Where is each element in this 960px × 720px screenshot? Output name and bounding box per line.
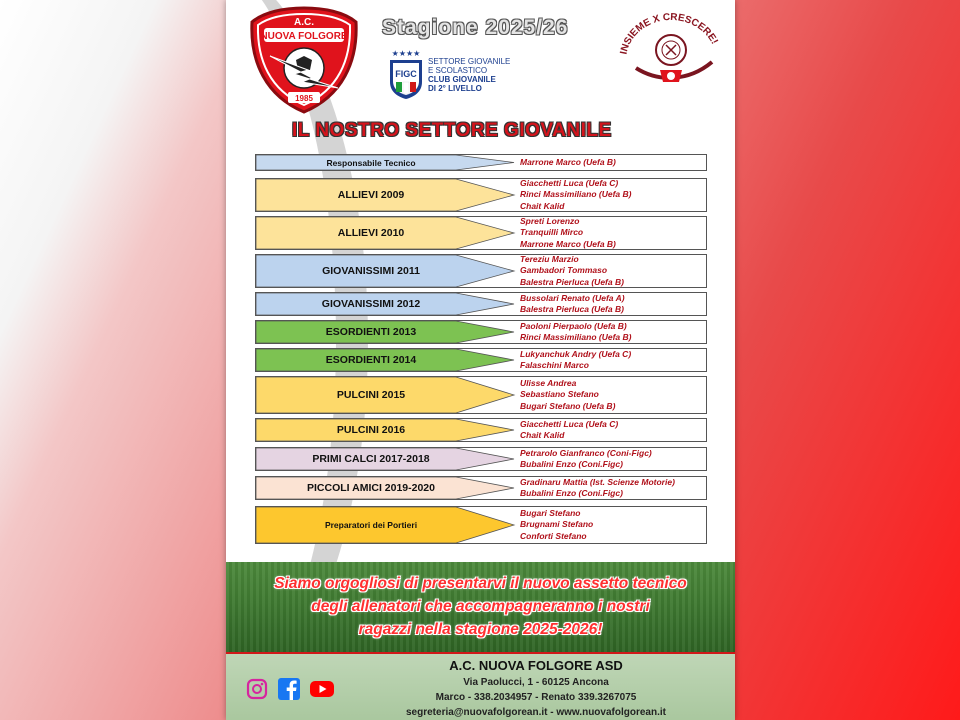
figc-logo-text: FIGC (395, 69, 417, 79)
coach-name: Bubalini Enzo (Coni.Figc) (520, 488, 623, 498)
coach-name: Bugari Stefano (520, 507, 581, 518)
staff-row (255, 254, 707, 288)
coach-name: Brugnami Stefano (520, 519, 594, 530)
team-label: ALLIEVI 2009 (337, 189, 405, 201)
coach-name: Gambadori Tommaso (520, 265, 608, 276)
coach-list (520, 477, 675, 499)
coach-name: Rinci Massimiliano (Uefa B) (520, 189, 632, 200)
staff-row (255, 216, 707, 250)
banner-line: ragazzi nella stagione 2025-2026! (358, 621, 603, 638)
coach-list (520, 419, 618, 441)
figc-line: CLUB GIOVANILE (428, 75, 496, 84)
coach-name: Gradinaru Mattia (Ist. Scienze Motorie) (520, 476, 675, 487)
team-label: PRIMI CALCI 2017-2018 (312, 453, 430, 465)
team-label: ALLIEVI 2010 (337, 227, 405, 239)
staff-row (255, 476, 707, 500)
footer (226, 652, 735, 720)
footer-web: segreteria@nuovafolgorean.it - www.nuovafolgorean.it (406, 707, 666, 718)
figc-line: E SCOLASTICO (428, 66, 488, 75)
footer-club-name: A.C. NUOVA FOLGORE ASD (449, 658, 623, 673)
coach-name: Marrone Marco (Uefa B) (520, 156, 616, 167)
coach-name: Giacchetti Luca (Uefa C) (520, 177, 619, 188)
coach-list (520, 255, 624, 287)
coach-list (520, 293, 625, 315)
coach-list (520, 179, 631, 211)
poster-page (226, 0, 735, 720)
figc-line: DI 2° LIVELLO (428, 84, 482, 93)
team-label: PICCOLI AMICI 2019-2020 (307, 482, 435, 494)
coach-name: Balestra Pierluca (Uefa B) (520, 304, 624, 314)
staff-row (255, 348, 707, 372)
staff-row (255, 320, 707, 344)
coach-name: Rinci Massimiliano (Uefa B) (520, 332, 632, 342)
banner-line: Siamo orgogliosi di presentarvi il nuovo assetto tecnico (274, 575, 687, 592)
staff-row (255, 292, 707, 316)
staff-row (255, 154, 707, 171)
facebook-icon[interactable] (278, 678, 300, 700)
club-logo-year: 1985 (295, 94, 313, 103)
banner-line: degli allenatori che accompagneranno i nostri (311, 598, 650, 615)
club-logo-sub: NUOVA FOLGORE (260, 31, 348, 42)
coach-list (520, 507, 593, 543)
coach-list (520, 448, 652, 470)
footer-phones: Marco - 338.2034957 - Renato 339.3267075 (435, 692, 637, 703)
banner-message (226, 572, 735, 641)
staff-row (255, 506, 707, 544)
team-label: Preparatori dei Portieri (324, 520, 418, 530)
page-title: IL NOSTRO SETTORE GIOVANILE (292, 120, 612, 141)
team-label: Responsabile Tecnico (326, 157, 416, 168)
coach-name: Chait Kalid (520, 430, 565, 440)
coach-name: Giacchetti Luca (Uefa C) (520, 418, 619, 429)
team-label: PULCINI 2015 (336, 389, 406, 401)
team-label: GIOVANISSIMI 2012 (321, 298, 421, 310)
club-logo-name: A.C. (294, 17, 314, 28)
team-label: ESORDIENTI 2013 (325, 326, 417, 338)
footer-address: Via Paolucci, 1 - 60125 Ancona (463, 677, 609, 688)
figc-caption (428, 57, 510, 93)
badge-text-3: CRESCERE! (662, 11, 720, 47)
staff-row (255, 376, 707, 414)
footer-contacts (376, 658, 696, 720)
svg-text:★★★★: ★★★★ (391, 49, 421, 58)
season-title: Stagione 2025/26 (382, 16, 569, 39)
coach-name: Sebastiano Stefano (520, 389, 599, 400)
coach-name: Ulisse Andrea (520, 377, 577, 388)
coach-name: Lukyanchuk Andry (Uefa C) (520, 348, 632, 359)
coach-name: Conforti Stefano (520, 530, 587, 541)
team-label: PULCINI 2016 (336, 424, 406, 436)
figc-line: SETTORE GIOVANILE (428, 57, 511, 66)
staff-row (255, 418, 707, 442)
coach-name: Tranquilli Mirco (520, 227, 584, 238)
team-label: GIOVANISSIMI 2011 (322, 265, 420, 277)
coach-list (520, 377, 615, 413)
insieme-badge (618, 10, 724, 90)
coach-name: Tereziu Marzio (520, 253, 579, 264)
staff-row (255, 178, 707, 212)
youtube-icon[interactable] (310, 678, 334, 700)
coach-name: Balestra Pierluca (Uefa B) (520, 276, 624, 287)
coach-list (520, 217, 616, 249)
badge-text-1: INSIEME (618, 16, 653, 56)
figc-logo (386, 48, 426, 100)
coach-name: Bussolari Renato (Uefa A) (520, 292, 625, 303)
coach-name: Bugari Stefano (Uefa B) (520, 400, 616, 411)
coach-name: Falaschini Marco (520, 360, 589, 370)
badge-text-2: X (651, 13, 662, 26)
grass-banner (226, 562, 735, 652)
coach-list (520, 155, 616, 170)
coach-name: Marrone Marco (Uefa B) (520, 238, 616, 249)
coach-name: Spreti Lorenzo (520, 215, 580, 226)
club-logo (246, 4, 362, 116)
coach-list (520, 349, 631, 371)
staff-row (255, 447, 707, 471)
coach-list (520, 321, 631, 343)
coach-name: Bubalini Enzo (Coni.Figc) (520, 459, 623, 469)
team-label: ESORDIENTI 2014 (325, 354, 417, 366)
coach-name: Petrarolo Gianfranco (Coni-Figc) (520, 447, 652, 458)
coach-name: Paoloni Pierpaolo (Uefa B) (520, 320, 627, 331)
coach-name: Chait Kalid (520, 200, 565, 211)
instagram-icon[interactable] (246, 678, 268, 700)
